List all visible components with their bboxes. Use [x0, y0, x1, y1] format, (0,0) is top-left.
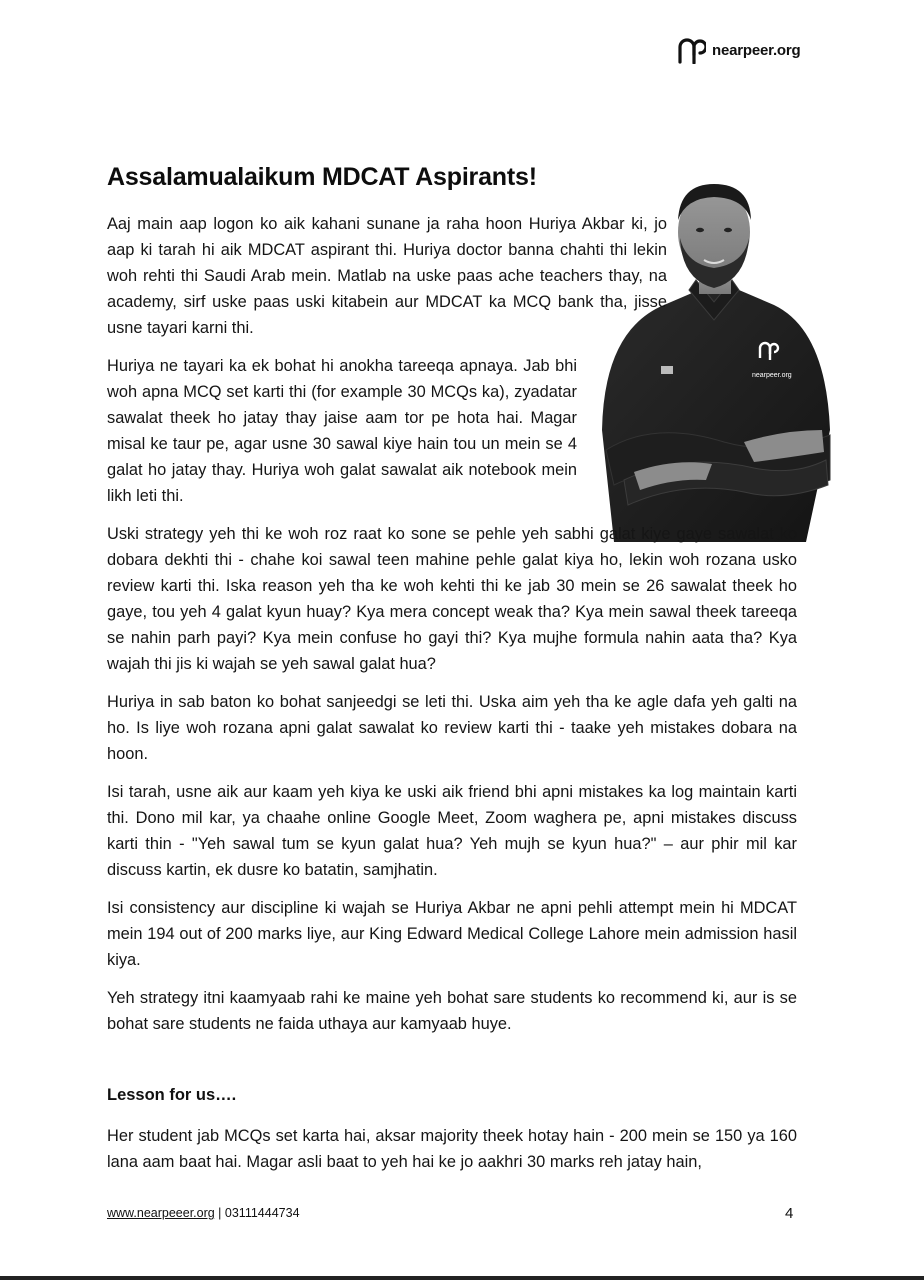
- paragraph-6: Isi consistency aur discipline ki wajah se Huriya Akbar ne apni pehli attempt mein hi MDCAT mein 194 out of 200 marks liye, aur King Edward Medical College Lahore mein admission hasil kiya.: [107, 899, 797, 969]
- logo-text: nearpeer.org: [712, 41, 801, 59]
- page-number: 4: [785, 1205, 794, 1222]
- nearpeer-logo-icon: [676, 36, 706, 64]
- paragraph-5: Isi tarah, usne aik aur kaam yeh kiya ke uski aik friend bhi apni mistakes ka log maintain karti thi. Dono mil kar, ya chaahe online Google Meet, Zoom waghera pe, apni mistakes discuss karti thin - "Yeh sawal tum se kyun galat hua? Yeh mujh se kyun hua?" – aur phir mil kar discuss kartin, ek dusre ko batatin, samjhatin.: [107, 783, 797, 879]
- bottom-rule: [0, 1276, 924, 1280]
- lesson-title: Lesson for us….: [107, 1086, 237, 1104]
- footer-contact: [107, 1206, 300, 1220]
- paragraph-2: Huriya ne tayari ka ek bohat hi anokha tareeqa apnaya. Jab bhi woh apna MCQ set karti thi (for example 30 MCQs ka), zyadatar sawalat theek ho jatay thay jaise aam tor pe hota hai. Magar misal ke taur pe, agar usne 30 sawal kiye hain tou un mein se 4 galat ho jatay thay. Huriya woh galat sawalat aik notebook mein likh leti thi.: [107, 357, 577, 505]
- lesson-text: Her student jab MCQs set karta hai, aksar majority theek hotay hain - 200 mein se 150 ya 160 lana aam baat hai. Magar asli baat to yeh hai ke jo aakhri 30 marks reh jatay hain,: [107, 1127, 797, 1171]
- footer-separator: |: [214, 1206, 225, 1220]
- footer-phone: 03111444734: [224, 1206, 300, 1220]
- shirt-logo-text: nearpeer.org: [752, 372, 792, 379]
- page-title: Assalamualaikum MDCAT Aspirants!: [107, 163, 537, 191]
- footer-website-link[interactable]: www.nearpeeer.org: [107, 1206, 215, 1220]
- paragraph-7: Yeh strategy itni kaamyaab rahi ke maine yeh bohat sare students ko recommend ki, aur is se bohat sare students ne faida uthaya aur kamyaab huye.: [107, 989, 797, 1033]
- header-logo[interactable]: [676, 36, 800, 64]
- paragraph-4: Huriya in sab baton ko bohat sanjeedgi se leti thi. Uska aim yeh tha ke agle dafa yeh galti na ho. Is liye woh rozana apni galat sawalat ko review karti thi - taake yeh mistakes dobara na hoon.: [107, 693, 797, 763]
- article-body: [107, 211, 797, 1049]
- paragraph-1: Aaj main aap logon ko aik kahani sunane ja raha hoon Huriya Akbar ki, jo aap ki tarah hi aik MDCAT aspirant thi. Huriya doctor banna chahti thi lekin woh rehti thi Saudi Arab mein. Matlab na uske paas ache teachers thay, na academy, sirf uske paas uski kitabein aur MDCAT ka MCQ bank tha, jisse usne tayari karni thi.: [107, 215, 667, 337]
- paragraph-3: Uski strategy yeh thi ke woh roz raat ko sone se pehle yeh sabhi galat kiye gaye sawalat ko dobara dekhti thi - chahe koi sawal teen mahine pehle galat kiya ho, lekin woh rozana usko review karti thi. Iska reason yeh tha ke woh kehti thi ke jab 30 mein se 26 sawalat theek ho gaye, tou yeh 4 galat kyun huay? Kya mera concept weak tha? Kya mein sawal theek tareeqa se nahin parh payi? Kya mein confuse ho gayi thi? Kya mujhe formula nahin aata tha? Kya wajah thi jis ki wajah se yeh sawal galat hua?: [107, 525, 797, 673]
